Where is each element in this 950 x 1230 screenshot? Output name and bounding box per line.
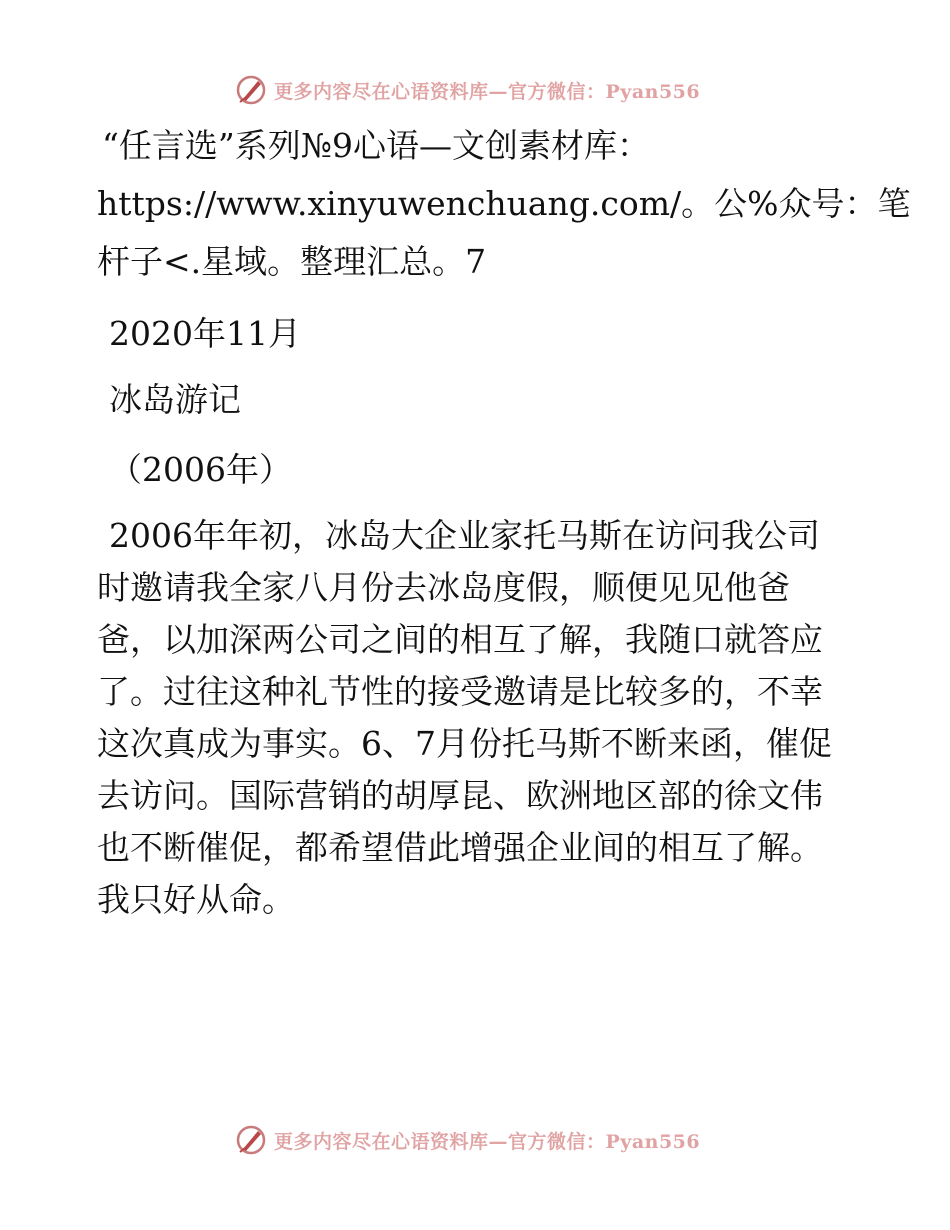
feather-pen-logo-icon [234, 1123, 268, 1157]
watermark-text: 更多内容尽在心语资料库—官方微信：Pyan556 [274, 80, 701, 103]
intro-line-2: https://www.xinyuwenchuang.com/。公%众号：笔 [97, 184, 911, 223]
document-year: （2006年） [109, 450, 292, 489]
document-body [97, 120, 911, 926]
intro-line-3: 杆子<.星域。整理汇总。7 [97, 242, 487, 281]
document-date: 2020年11月 [109, 314, 301, 353]
feather-pen-logo-icon [234, 73, 268, 107]
intro-line-1: “任言选”系列№9心语—文创素材库： [102, 126, 650, 165]
footer-watermark [234, 1122, 700, 1158]
paragraph-line-6: 去访问。国际营销的胡厚昆、欧洲地区部的徐文伟 [97, 776, 823, 815]
paragraph-line-4: 了。过往这种礼节性的接受邀请是比较多的，不幸 [97, 672, 823, 711]
header-watermark [234, 72, 700, 108]
paragraph-line-1: 2006年年初，冰岛大企业家托马斯在访问我公司 [109, 516, 820, 555]
paragraph-line-8: 我只好从命。 [97, 880, 295, 919]
document-title: 冰岛游记 [109, 380, 241, 419]
paragraph-line-7: 也不断催促，都希望借此增强企业间的相互了解。 [97, 828, 823, 867]
watermark-text: 更多内容尽在心语资料库—官方微信：Pyan556 [274, 1130, 701, 1153]
paragraph-line-5: 这次真成为事实。6、7月份托马斯不断来函，催促 [97, 724, 832, 763]
paragraph-line-3: 爸，以加深两公司之间的相互了解，我随口就答应 [97, 620, 823, 659]
paragraph-line-2: 时邀请我全家八月份去冰岛度假，顺便见见他爸 [97, 568, 790, 607]
